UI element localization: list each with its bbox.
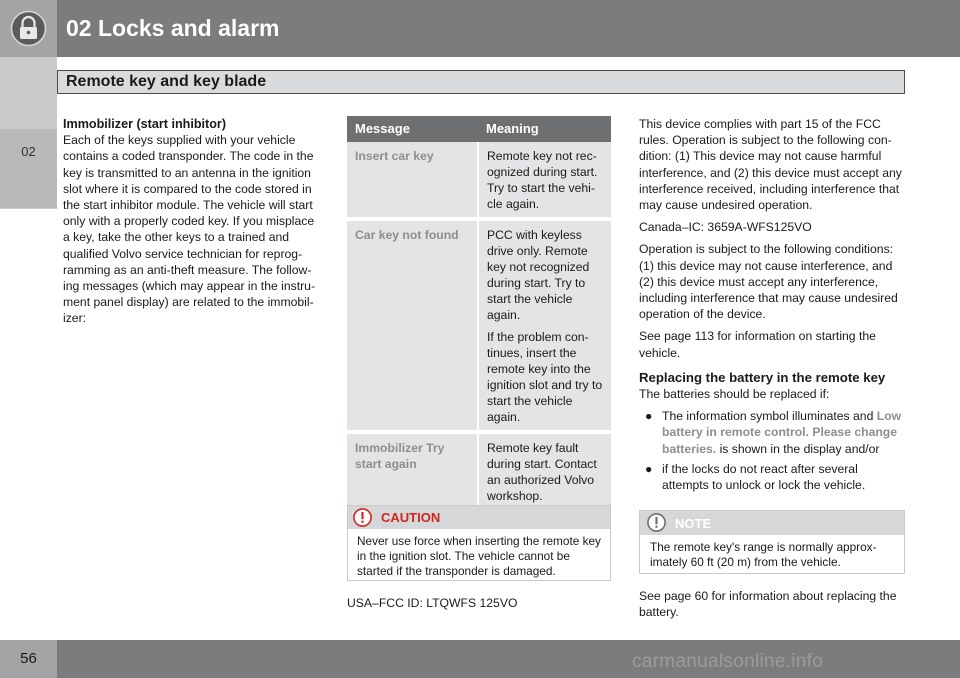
caution-body: Never use force when inserting the remote key in the ignition slot. The vehicle cannot be started if the transponder is damaged.	[357, 534, 601, 578]
page-number: 56	[20, 650, 37, 667]
table-header-meaning: Meaning	[478, 116, 611, 142]
battery-list	[639, 408, 907, 493]
bullet-text: if the locks do not react after several attempts to unlock or lock the vehicle.	[662, 461, 866, 493]
caution-title: CAUTION	[381, 510, 441, 525]
lock-icon	[10, 10, 47, 47]
bullet-text: is shown in the display and/or	[719, 441, 880, 456]
chapter-title: 02 Locks and alarm	[66, 15, 280, 41]
meaning-text: If the problem continues, insert the remote key into the ignition slot and try to start the vehicle again.	[487, 330, 603, 424]
chapter-side-tab	[0, 129, 57, 208]
immobilizer-heading: Immobilizer (start inhibitor)	[63, 117, 227, 131]
table-row	[347, 219, 611, 432]
exclamation-icon	[647, 513, 666, 532]
exclamation-icon	[353, 508, 372, 527]
table-row	[347, 142, 611, 219]
immobilizer-body: Each of the keys supplied with your vehicle contains a coded transponder. The code in the key is transmitted to an antenna in the ignition slot where it is compared to the code stored in the start inhibitor module. The vehicle will start only with a properly coded key. If you misplace a key, take the other keys to a trained and qualified Volvo service technician for reprogramming as an anti-theft measure. The following messages (which may appear in the instrument panel display) are related to the immobilizer:	[63, 133, 315, 326]
note-title: NOTE	[675, 516, 712, 531]
canada-ic: Canada–IC: 3659A-WFS125VO	[639, 220, 812, 235]
bullet-icon: ●	[645, 409, 653, 424]
list-item	[639, 408, 907, 457]
compliance-paragraph: This device complies with part 15 of the FCC rules. Operation is subject to the following condition: (1) This device may not cause harmful interference, and (2) this device must accept any interference received, including interference that may cause undesired operation.	[639, 117, 902, 213]
watermark: carmanualsonline.info	[632, 651, 824, 672]
table-header-message: Message	[347, 116, 478, 142]
note-box	[639, 510, 905, 574]
compliance-section	[639, 116, 907, 497]
battery-intro: The batteries should be replaced if:	[639, 387, 830, 402]
side-tab-label: 02	[21, 144, 36, 159]
display-message: Low battery in remote control. Please change batteries.	[662, 409, 902, 456]
note-header	[640, 511, 904, 535]
fcc-id: USA–FCC ID: LTQWFS 125VO	[347, 596, 518, 610]
compliance-paragraph: Operation is subject to the following conditions: (1) this device may not cause interference, and (2) this device must accept any interference, including interference that may cause undesired operation of the device.	[639, 242, 898, 322]
table-cell-meaning	[478, 219, 611, 432]
see-page-starting: See page 113 for information on starting the vehicle.	[639, 329, 876, 360]
meaning-text: Remote key not recognized during start. Try to start the vehicle again.	[487, 149, 598, 211]
bullet-text: The information symbol illuminates and	[662, 409, 874, 424]
immobilizer-section	[63, 116, 322, 327]
caution-box	[347, 505, 611, 581]
section-title: Remote key and key blade	[66, 73, 267, 90]
table-cell-meaning	[478, 432, 611, 509]
table-cell-message: Car key not found	[347, 219, 478, 432]
table-cell-message: Immobilizer Try start again	[347, 432, 478, 509]
meaning-text: Remote key fault during start. Contact an authorized Volvo workshop.	[487, 441, 597, 503]
meaning-text: PCC with keyless drive only. Remote key not recognized during start. Try to start the vehicle again.	[487, 228, 590, 322]
battery-heading: Replacing the battery in the remote key	[639, 369, 886, 385]
table-cell-meaning	[478, 142, 611, 219]
note-body: The remote key's range is normally approximately 60 ft (20 m) from the vehicle.	[650, 540, 877, 569]
caution-header	[348, 506, 610, 529]
immobilizer-message-table	[347, 116, 611, 509]
bullet-icon: ●	[645, 461, 653, 476]
list-item	[639, 461, 907, 493]
see-page-battery: See page 60 for information about replacing the battery.	[639, 589, 897, 619]
table-cell-message: Insert car key	[347, 142, 478, 219]
table-row	[347, 432, 611, 509]
